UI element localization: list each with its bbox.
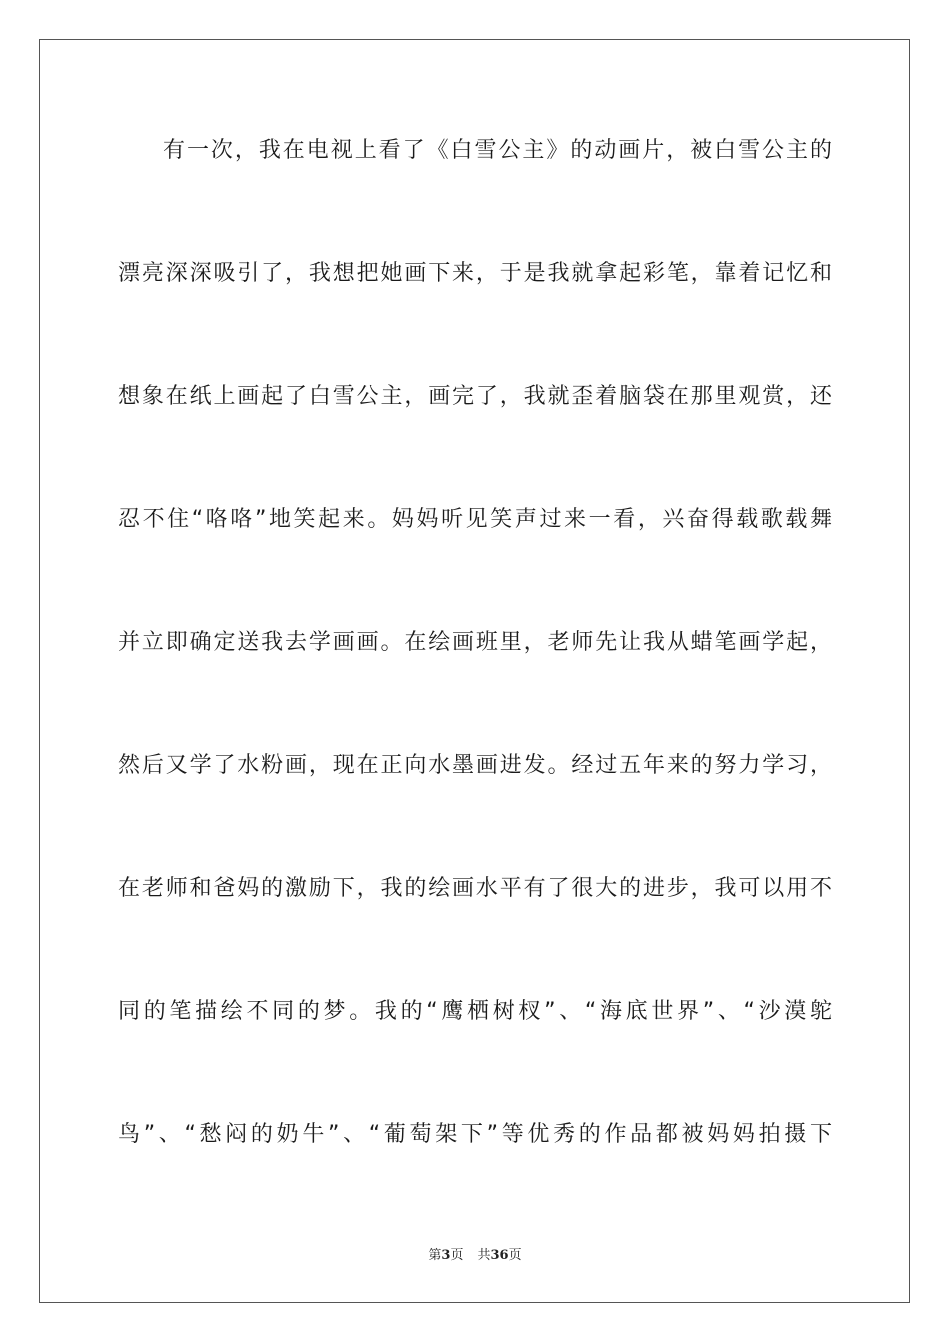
paragraph-line: 并立即确定送我去学画画。在绘画班里，老师先让我从蜡笔画学起， xyxy=(118,630,832,655)
page-number: 3 xyxy=(441,1248,451,1263)
total-prefix: 共 xyxy=(477,1248,491,1263)
total-number: 36 xyxy=(490,1248,509,1263)
total-suffix: 页 xyxy=(508,1248,522,1263)
total-pages xyxy=(477,1248,521,1263)
paragraph-line: 想象在纸上画起了白雪公主，画完了，我就歪着脑袋在那里观赏，还 xyxy=(118,384,832,409)
paragraph-line: 然后又学了水粉画，现在正向水墨画进发。经过五年来的努力学习， xyxy=(118,753,832,778)
paragraph-line: 忍不住“咯咯”地笑起来。妈妈听见笑声过来一看，兴奋得载歌载舞 xyxy=(118,507,832,532)
page-suffix: 页 xyxy=(450,1248,464,1263)
page-border xyxy=(39,39,910,1303)
paragraph-line: 有一次，我在电视上看了《白雪公主》的动画片，被白雪公主的 xyxy=(163,138,832,163)
page-footer xyxy=(0,1246,950,1266)
page-indicator xyxy=(428,1248,463,1263)
paragraph-line: 漂亮深深吸引了，我想把她画下来，于是我就拿起彩笔，靠着记忆和 xyxy=(118,261,832,286)
paragraph-line: 在老师和爸妈的激励下，我的绘画水平有了很大的进步，我可以用不 xyxy=(118,876,832,901)
page-prefix: 第 xyxy=(428,1248,442,1263)
paragraph-line: 鸟”、“愁闷的奶牛”、“葡萄架下”等优秀的作品都被妈妈拍摄下 xyxy=(118,1122,832,1147)
paragraph-line: 同的笔描绘不同的梦。我的“鹰栖树杈”、“海底世界”、“沙漠鸵 xyxy=(118,999,832,1024)
